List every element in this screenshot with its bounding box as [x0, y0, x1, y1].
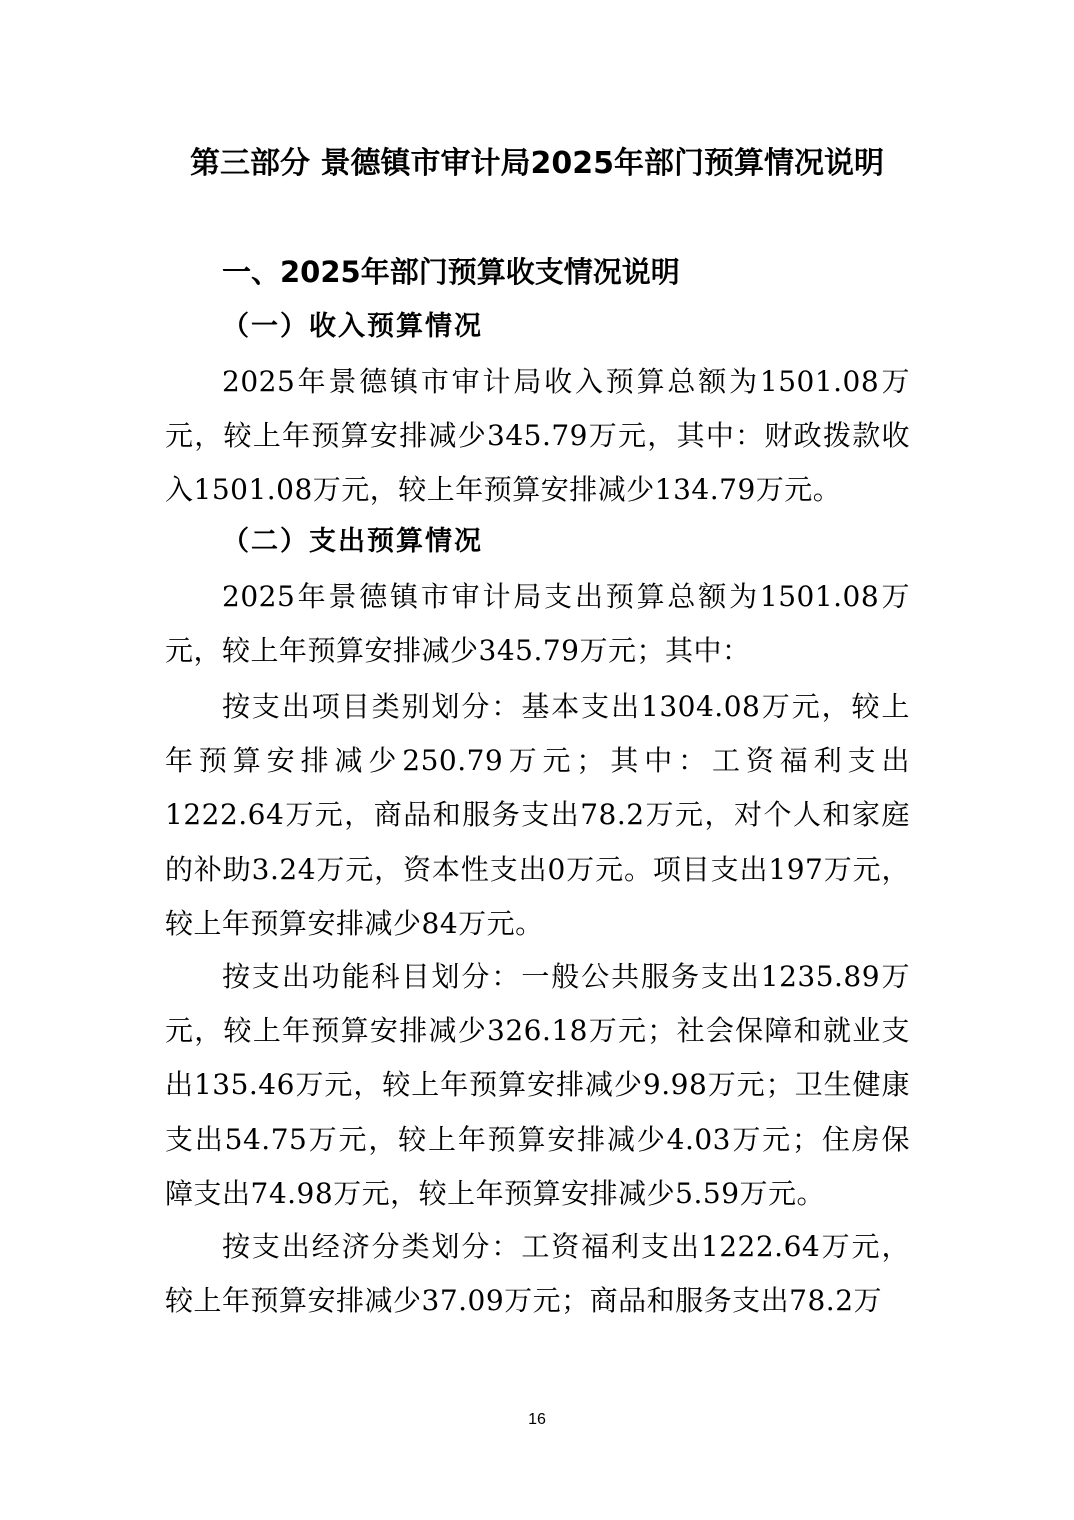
page-number: 16 — [528, 1411, 546, 1428]
page-title: 第三部分 景德镇市审计局2025年部门预算情况说明 — [190, 146, 884, 181]
expenditure-total-paragraph: 2025年景德镇市审计局支出预算总额为1501.08万元，较上年预算安排减少345.79万元；其中： — [165, 580, 910, 668]
expenditure-by-function-paragraph: 按支出功能科目划分：一般公共服务支出1235.89万元，较上年预算安排减少326.18万元；社会保障和就业支出135.46万元，较上年预算安排减少9.98万元；卫生健康支出54.75万元，较上年预算安排减少4.03万元；住房保障支出74.98万元，较上年预算安排减少5.59万元。 — [165, 960, 910, 1210]
section-heading: 一、2025年部门预算收支情况说明 — [222, 255, 680, 289]
income-paragraph: 2025年景德镇市审计局收入预算总额为1501.08万元，较上年预算安排减少345.79万元，其中：财政拨款收入1501.08万元，较上年预算安排减少134.79万元。 — [165, 365, 910, 507]
subsection-heading-expenditure: （二）支出预算情况 — [222, 526, 483, 557]
expenditure-by-category-paragraph: 按支出项目类别划分：基本支出1304.08万元，较上年预算安排减少250.79万元；其中：工资福利支出1222.64万元，商品和服务支出78.2万元，对个人和家庭的补助3.24万元，资本性支出0万元。项目支出197万元，较上年预算安排减少84万元。 — [165, 690, 910, 940]
subsection-heading-income: （一）收入预算情况 — [222, 311, 483, 342]
expenditure-by-economic-paragraph: 按支出经济分类划分：工资福利支出1222.64万元，较上年预算安排减少37.09万元；商品和服务支出78.2万 — [165, 1230, 910, 1318]
